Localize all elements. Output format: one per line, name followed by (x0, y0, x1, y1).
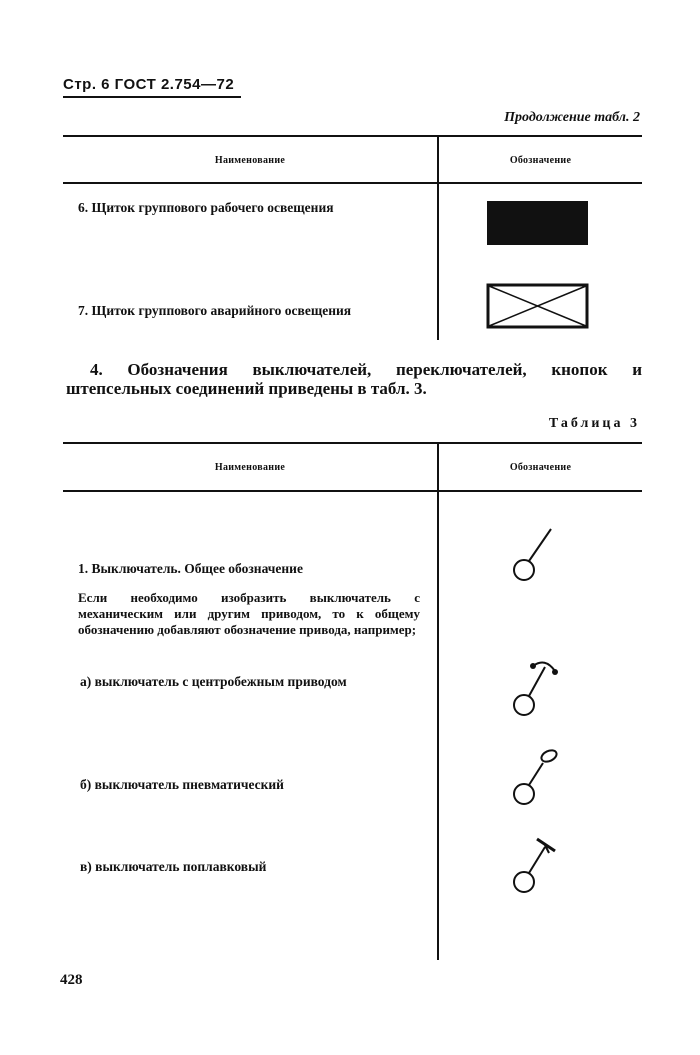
table-2-header-symbol: Обозначение (509, 155, 572, 166)
table-3-item-a-label: а) выключатель с центробежным приводом (80, 674, 347, 689)
table-3-column-divider (437, 442, 439, 960)
table-3-top-rule (63, 442, 642, 444)
centrifugal-switch-icon (505, 655, 565, 720)
table-3-header-symbol: Обозначение (509, 462, 572, 473)
page-header: Стр. 6 ГОСТ 2.754—72 (63, 76, 235, 93)
table-2-header-rule (63, 182, 642, 184)
table-2-row-7-label: 7. Щиток группового аварийного освещения (78, 303, 352, 318)
crossed-rectangle-icon (486, 283, 590, 331)
switch-general-icon (506, 525, 556, 585)
table-3-item-c-label: в) выключатель поплавковый (80, 859, 267, 874)
table-3-header-name: Наименование (214, 462, 286, 473)
table-3-note: Если необходимо изобразить выключатель с механическим или другим приводом, то к общему обозначению добавляют обозначение привода, например; (78, 590, 420, 637)
pneumatic-switch-icon (505, 745, 565, 810)
page-number: 428 (60, 972, 83, 988)
float-switch-icon (505, 833, 565, 898)
table-continuation-note: Продолжение табл. 2 (504, 110, 640, 125)
header-underline (63, 96, 241, 98)
table-2-row-6-label: 6. Щиток группового рабочего освещения (78, 200, 334, 215)
table-3-item-1-label: 1. Выключатель. Общее обозначение (78, 561, 303, 576)
table-2-header-name: Наименование (214, 155, 286, 166)
table-3-caption: Таблица 3 (548, 416, 640, 431)
table-2-top-rule (63, 135, 642, 137)
table-3-item-b-label: б) выключатель пневматический (80, 777, 284, 792)
table-3-header-rule (63, 490, 642, 492)
filled-rectangle-icon (486, 200, 590, 248)
body-paragraph: 4. Обозначения выключателей, переключателей, кнопок и штепсельных соединений приведены в табл. 3. (66, 360, 642, 398)
